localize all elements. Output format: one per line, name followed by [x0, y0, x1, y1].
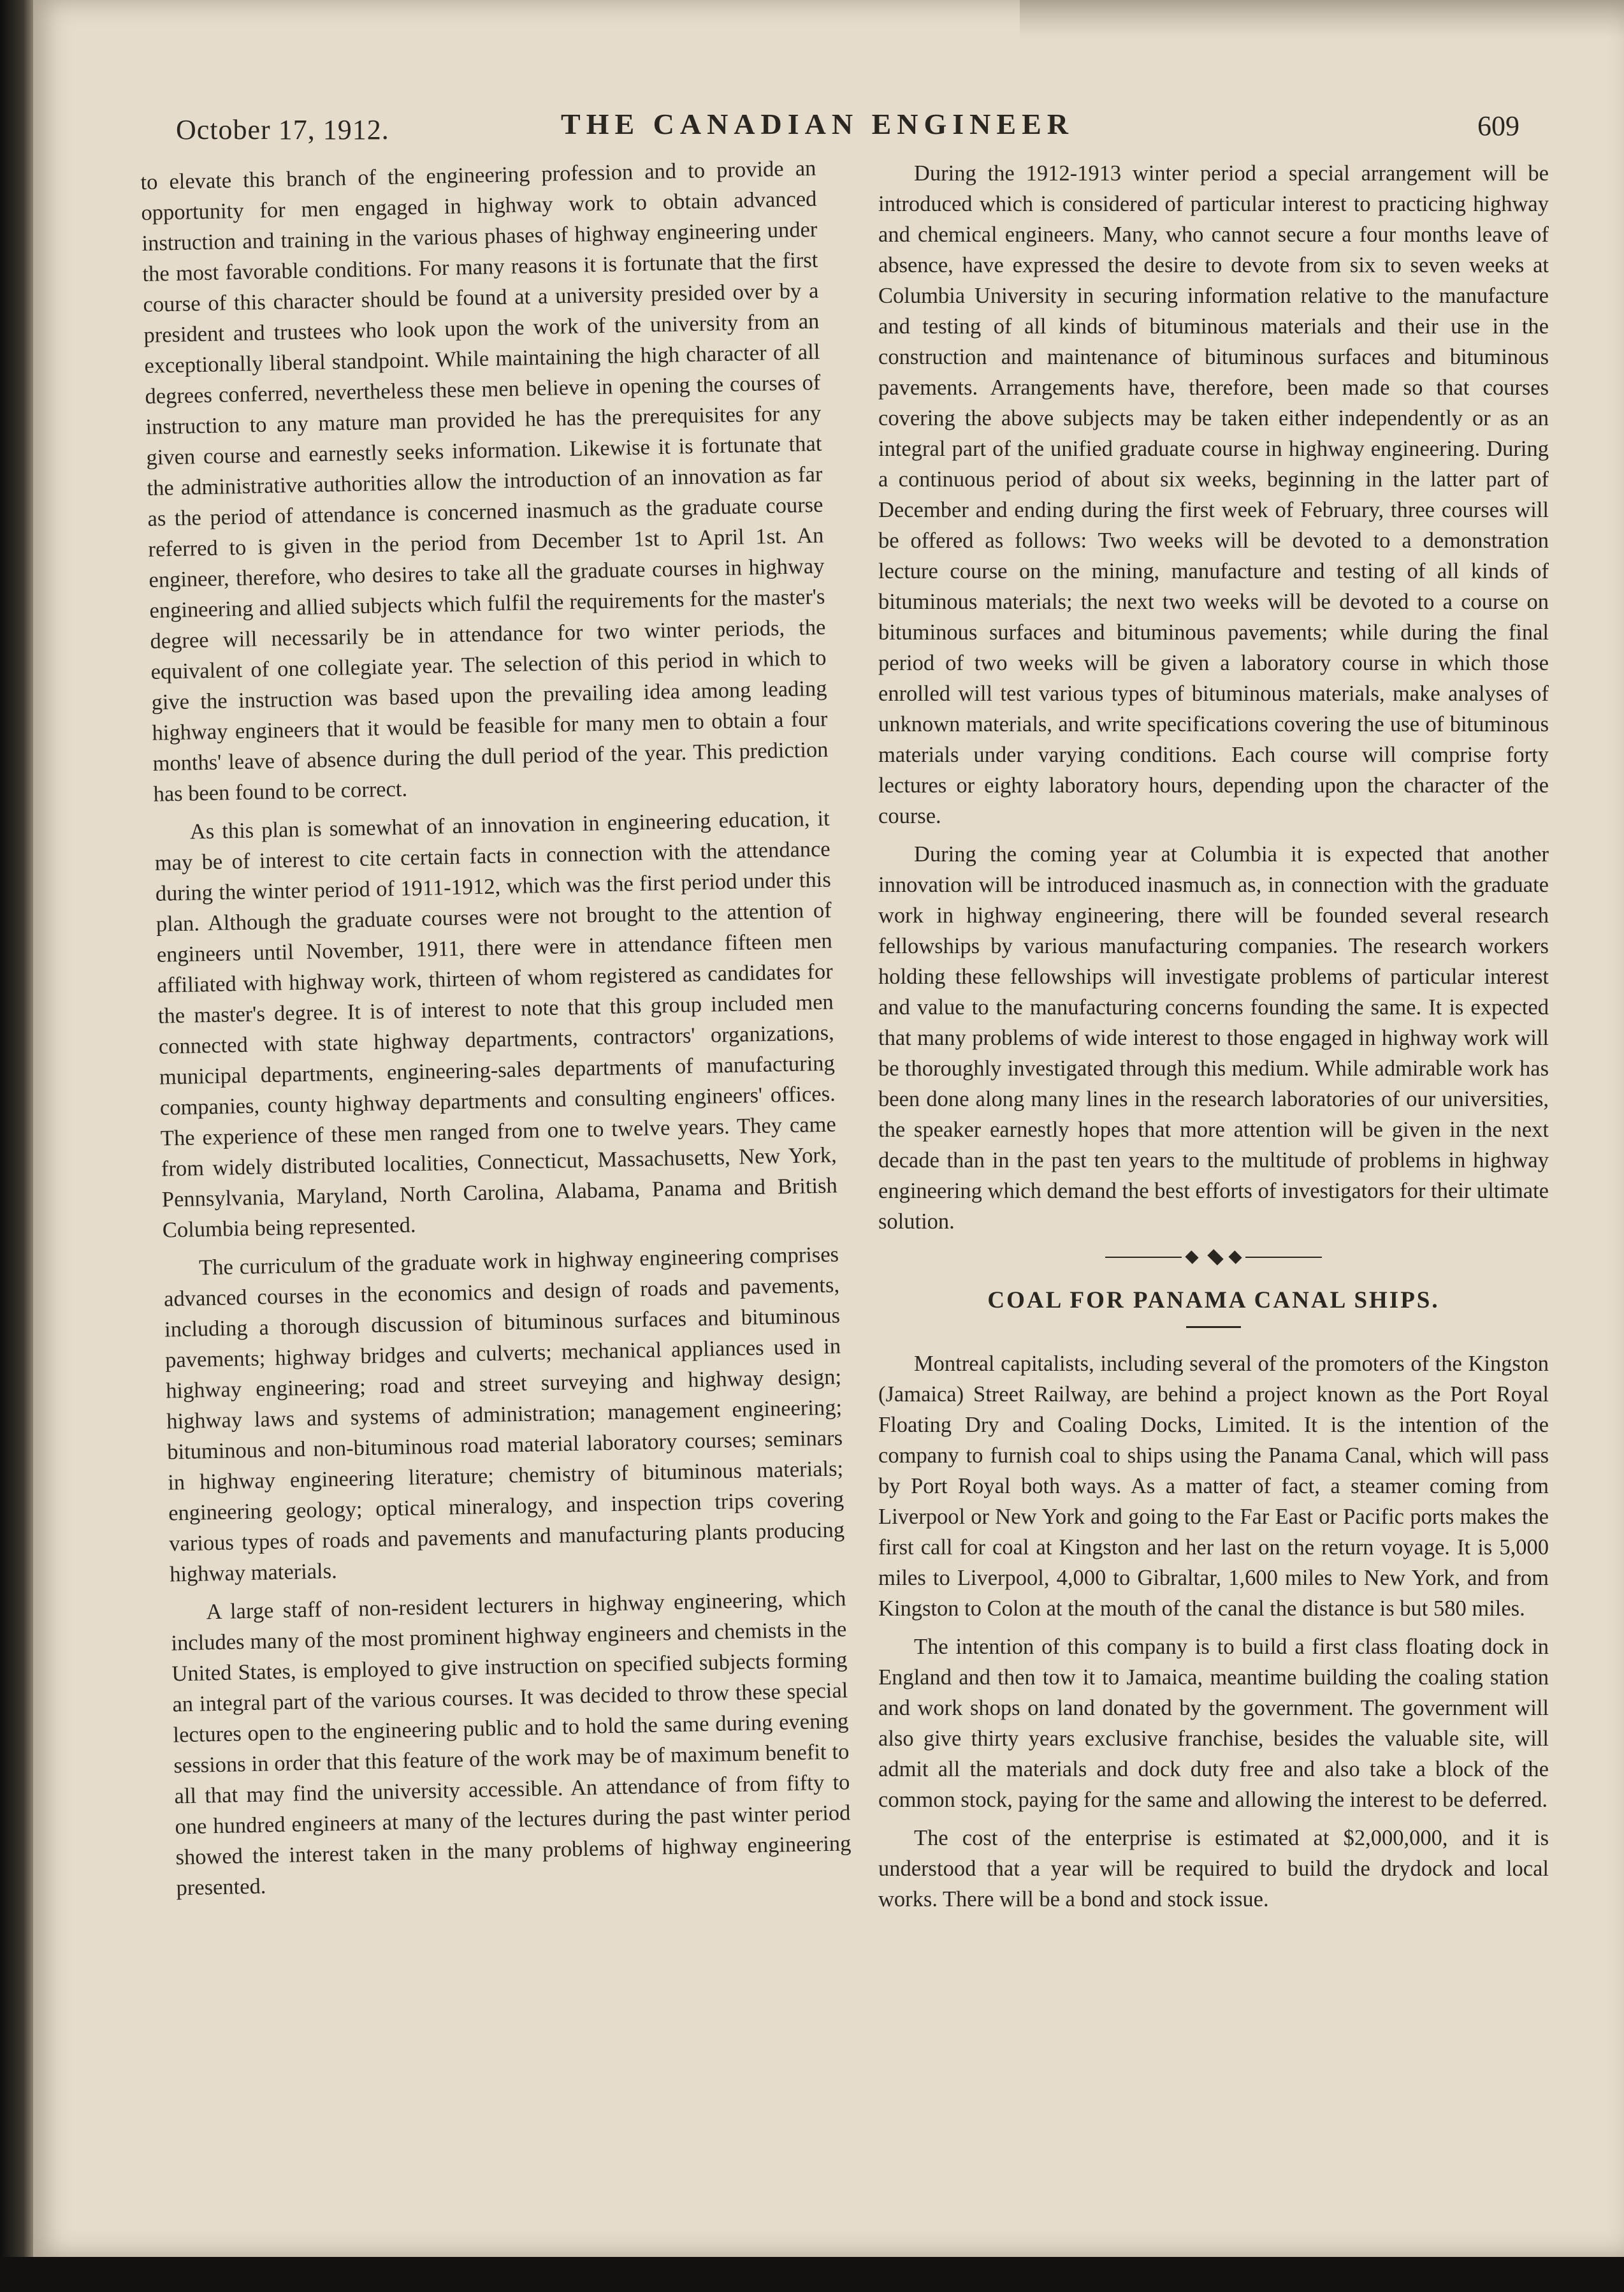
paragraph: Montreal capitalists, including several of the promoters of the Kingston (Jamaica) Street Railway, are behind a project known as the Port Royal Floating Dry and Coaling Docks, Limited. It is the intention of the company to furnish coal to ships using the Panama Canal, which will pass by Port Royal both ways. As a matter of fact, a steamer coming from Liverpool or New York and going to the Far East or Pacific ports makes the first call for coal at Kingston and her last on the return voyage. It is 5,000 miles to Liverpool, 4,000 to Gibraltar, 1,600 miles to New York, and from Kingston to Colon at the mouth of the canal the distance is but 580 miles.: [878, 1352, 1549, 1621]
paragraph: The intention of this company is to build a first class floating dock in England and then tow it to Jamaica, meantime building the coaling station and work shops on land donated by the government. The government will also give thirty years exclusive franchise, besides the valuable site, will admit all the materials and dock duty free and also take a block of the common stock, paying for the same and allowing the interest to be deferred.: [878, 1635, 1549, 1812]
paragraph: to elevate this branch of the engineering profession and to provide an opportunity for men engaged in highway work to obtain advanced instruction and training in the various phases of highway engineering under the most favorable conditions. For many reasons it is fortunate that the first course of this character should be found at a university presided over by a president and trustees who look upon the work of the university from an exceptionally liberal standpoint. While maintaining the high character of all degrees conferred, nevertheless these men believe in opening the courses of instruction to any mature man provided he has the prerequisites for any given course and earnestly seeks information. Likewise it is fortunate that the administrative authorities allow the introduction of an innovation as far as the period of attendance is concerned inasmuch as the graduate course referred to is given in the period from December 1st to April 1st. An engineer, therefore, who desires to take all the graduate courses in highway engineering and allied subjects which fulfil the requirements for the master's degree will necessarily be in attendance for two winter periods, the equivalent of one collegiate year. The selection of this period in which to give the instruction was based upon the prevailing idea among leading highway engineers that it would be feasible for many men to obtain a four months' leave of absence during the dull period of the year. This prediction has been found to be correct.: [140, 156, 829, 807]
page-number: 609: [1477, 110, 1519, 142]
paragraph: The cost of the enterprise is estimated at $2,000,000, and it is understood that a year will be required to build the drydock and local works. There will be a bond and stock issue.: [878, 1826, 1549, 1911]
paragraph: During the 1912-1913 winter period a special arrangement will be introduced which is considered of particular interest to practicing highway and chemical engineers. Many, who cannot secure a four months leave of absence, have expressed the desire to devote from six to seven weeks at Columbia University in securing information relative to the manufacture and testing of all kinds of bituminous materials and their use in the construction and maintenance of bituminous surfaces and bituminous pavements. Arrangements have, therefore, been made so that courses covering the above subjects may be taken either independently or as an integral part of the unified graduate course in highway engineering. During a continuous period of about six weeks, beginning in the latter part of December and ending during the first week of February, three courses will be offered as follows: Two weeks will be devoted to a demonstration lecture course on the mining, manufacture and testing of all kinds of bituminous materials; the next two weeks will be devoted to a course on bituminous surfaces and bituminous pavements; while during the final period of two weeks will be given a laboratory course in which those enrolled will test various types of bituminous materials, make analyses of unknown materials, and write specifications covering the use of bituminous materials under varying conditions. Each course will comprise forty lectures or eighty laboratory hours, depending upon the character of the course.: [878, 161, 1549, 828]
right-column: [878, 158, 1549, 1922]
journal-title: THE CANADIAN ENGINEER: [561, 108, 1074, 140]
page-edge-shade: [1020, 0, 1624, 38]
paragraph: During the coming year at Columbia it is expected that another innovation will be introduced inasmuch as, in connection with the graduate work in highway engineering, there will be founded several research fellowships by various manufacturing companies. The research workers holding these fellowships will investigate problems of particular interest and value to the manufacturing concerns founding the same. It is expected that many problems of wide interest to those engaged in highway work will be thoroughly investigated through this medium. While admirable work has been done along many lines in the research laboratories of our universities, the speaker earnestly hopes that more attention will be given in the next decade than in the past ten years to the multitude of problems in highway engineering which demand the best efforts of investigators for their ultimate solution.: [878, 842, 1549, 1234]
page-bottom-edge: [0, 2257, 1624, 2292]
section-divider-ornament: [1105, 1251, 1322, 1264]
header-date: October 17, 1912.: [176, 114, 389, 145]
left-column: [140, 153, 852, 1911]
paragraph: The curriculum of the graduate work in highway engineering comprises advanced courses in the economics and design of roads and pavements, including a thorough discussion of bituminous surfaces and bituminous pavements; highway bridges and culverts; mechanical appliances used in highway engineering; road and street surveying and highway design; highway laws and systems of administration; management engineering; bituminous and non-bituminous road material laboratory courses; seminars in highway engineering literature; chemistry of bituminous materials; engineering geology; optical mineralogy, and inspection trips covering various types of roads and pavements and manufacturing plants producing highway materials.: [163, 1242, 845, 1587]
title-rule: [1186, 1326, 1241, 1328]
book-spine-shadow: [0, 0, 33, 2292]
article-title: COAL FOR PANAMA CANAL SHIPS.: [987, 1287, 1440, 1313]
paragraph: As this plan is somewhat of an innovation in engineering education, it may be of interest to cite certain facts in connection with the attendance during the winter period of 1911-1912, which was the first period under this plan. Although the graduate courses were not brought to the attention of engineers until November, 1911, there were in attendance fifteen men affiliated with highway work, thirteen of whom registered as candidates for the master's degree. It is of interest to note that this group included men connected with state highway departments, contractors' organizations, municipal departments, engineering-sales departments of manufacturing companies, county highway departments and consulting engineers' offices. The experience of these men ranged from one to twelve years. They came from widely distributed localities, Connecticut, Massachusetts, New York, Pennsylvania, Maryland, North Carolina, Alabama, Panama and British Columbia being represented.: [154, 806, 838, 1243]
paragraph: A large staff of non-resident lecturers in highway engineering, which includes many of the most prominent highway engineers and chemists in the United States, is employed to give instruction on specified subjects forming an integral part of the various courses. It was decided to throw these special lectures open to the engineering public and to hold the same during evening sessions in order that this feature of the work may be of maximum benefit to all that may find the university accessible. An attendance of from fifty to one hundred engineers at many of the lectures during the past winter period showed the interest taken in the many problems of highway engineering presented.: [171, 1586, 852, 1901]
